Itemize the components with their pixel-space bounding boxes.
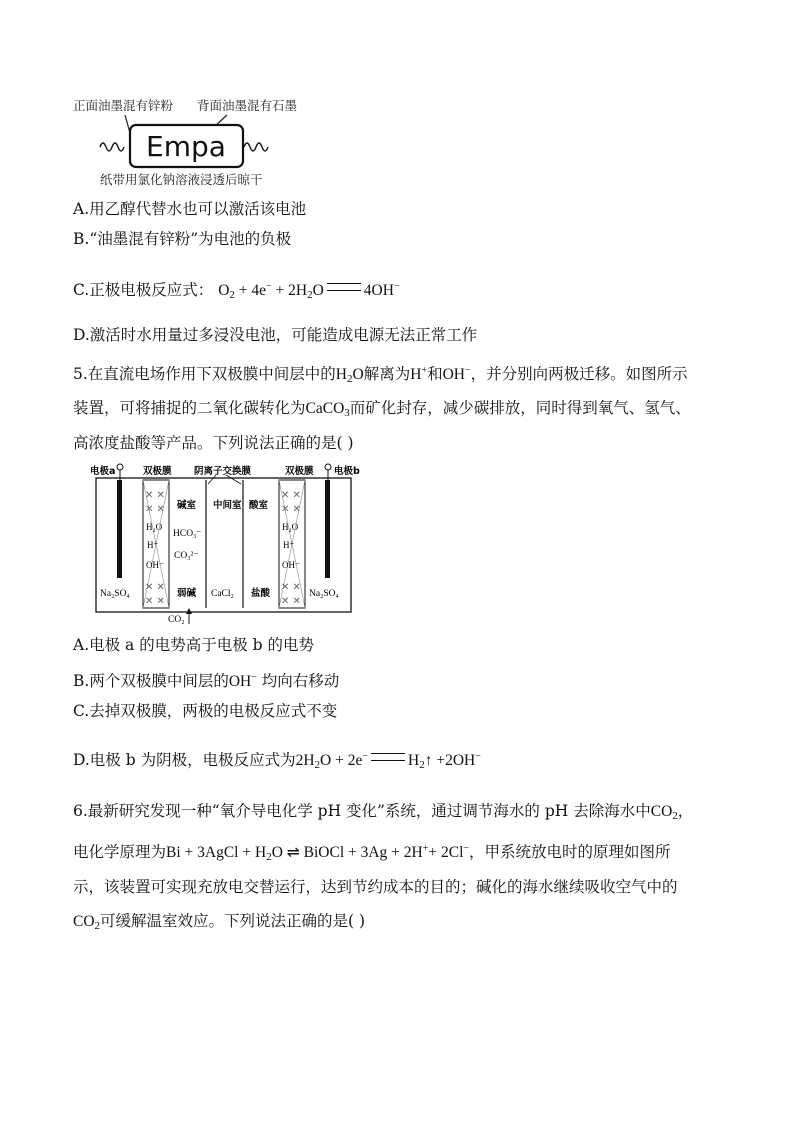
bm-left-h2o: H₂O bbox=[146, 522, 163, 532]
bm-right-h-plus: H⁺ bbox=[283, 540, 295, 550]
figure1-caption: 纸带用氯化钠溶液浸透后晾干 bbox=[100, 172, 263, 187]
q5-stem-line-2: 装置，可将捕捉的二氧化碳转化为CaCO$_3$而矿化封存，减少碳排放，同时得到氧气、氢气、 bbox=[73, 399, 691, 419]
q5-option-b: B.两个双极膜中间层的OH− 均向右移动 bbox=[73, 672, 340, 690]
hcl-label: 盐酸 bbox=[251, 588, 271, 599]
svg-text:✕ ✕: ✕ ✕ bbox=[281, 504, 301, 515]
bm-right-h2o: H₂O bbox=[282, 522, 299, 532]
co3-label: CO₃²⁻ bbox=[174, 551, 199, 561]
bm-right-oh: OH⁻ bbox=[282, 560, 300, 570]
na2so4-right-label: Na₂SO₄ bbox=[309, 589, 339, 599]
bipolar-membrane-right bbox=[279, 480, 305, 608]
q4-option-b: B.“油墨混有锌粉”为电池的负极 bbox=[73, 230, 292, 248]
q6-stem-line-1: 6.最新研究发现一种“氧介导电化学 pH 变化”系统，通过调节海水的 pH 去除海水中$CO_2$， bbox=[73, 802, 694, 822]
alkali-room-label: 碱室 bbox=[177, 500, 197, 511]
q4-option-c bbox=[73, 276, 400, 306]
svg-text:✕ ✕: ✕ ✕ bbox=[145, 582, 165, 593]
q4-c-prefix: C.正极电极反应式： bbox=[73, 281, 214, 299]
right-coil bbox=[244, 143, 268, 151]
hco3-label: HCO₃⁻ bbox=[173, 529, 202, 539]
svg-text:✕ ✕: ✕ ✕ bbox=[145, 504, 165, 515]
electrode-b-label: 电极b bbox=[334, 466, 360, 477]
q5-option-d: D.电极 b 为阴极，电极反应式为$2H_2O + 2e^-$ $H_2↑ +2OH^-$ bbox=[73, 751, 481, 771]
q6-stem-line-3: 示，该装置可实现充放电交替运行，达到节约成本的目的；碱化的海水继续吸收空气中的 bbox=[73, 878, 678, 896]
co2-inlet-label: CO₂ bbox=[168, 615, 185, 625]
anion-membrane-label: 阴离子交换膜 bbox=[194, 466, 252, 477]
na2so4-left-label: Na₂SO₄ bbox=[100, 589, 130, 599]
svg-text:✕ ✕: ✕ ✕ bbox=[281, 582, 301, 593]
q6-stem-line-2: 电化学原理为Bi + 3AgCl + $H_2O$ ⇌ BiOCl + 3Ag + 2H++ 2Cl−，甲系统放电时的原理如图所 bbox=[73, 843, 671, 863]
q4-option-d: D.激活时水用量过多浸没电池，可能造成电源无法正常工作 bbox=[73, 326, 478, 344]
svg-text:✕ ✕: ✕ ✕ bbox=[145, 596, 165, 607]
paper-battery-figure bbox=[73, 95, 298, 187]
figure1-label-right: 背面油墨混有石墨 bbox=[197, 98, 298, 113]
electrode-a-terminal bbox=[117, 464, 123, 470]
q5-option-c: C.去掉双极膜，两极的电极反应式不变 bbox=[73, 702, 338, 720]
device-label: Empa bbox=[146, 130, 226, 163]
q6-stem-line-4: $CO_2$可缓解温室效应。下列说法正确的是( ) bbox=[73, 912, 366, 932]
bm-left-oh: OH⁻ bbox=[146, 560, 164, 570]
cacl2-label: CaCl₂ bbox=[211, 589, 234, 599]
svg-text:✕ ✕: ✕ ✕ bbox=[281, 596, 301, 607]
electrode-a-label: 电极a bbox=[90, 466, 116, 477]
q5-option-a: A.电极 a 的电势高于电极 b 的电势 bbox=[73, 636, 314, 654]
bipolar-membrane-left-label: 双极膜 bbox=[143, 466, 172, 477]
q4-option-a: A.用乙醇代替水也可以激活该电池 bbox=[73, 200, 307, 218]
middle-room-label: 中间室 bbox=[213, 500, 242, 511]
electrolysis-cell-figure bbox=[88, 462, 360, 624]
svg-text:✕ ✕: ✕ ✕ bbox=[281, 490, 301, 501]
electrode-b-terminal bbox=[325, 464, 331, 470]
bipolar-membrane-left bbox=[143, 480, 169, 608]
bm-left-h-plus: H⁺ bbox=[147, 540, 159, 550]
weak-base-label: 弱碱 bbox=[177, 588, 197, 599]
acid-room-label: 酸室 bbox=[249, 500, 269, 511]
left-coil bbox=[100, 143, 124, 151]
bipolar-membrane-right-label: 双极膜 bbox=[285, 466, 314, 477]
electrode-b-rod bbox=[325, 480, 330, 578]
svg-text:✕ ✕: ✕ ✕ bbox=[145, 490, 165, 501]
q5-stem-line-1: 5.在直流电场作用下双极膜中间层中的$H_2O$解离为H+和OH−，并分别向两极迁移。如图所示 bbox=[73, 365, 688, 385]
q5-stem-line-3: 高浓度盐酸等产品。下列说法正确的是( ) bbox=[73, 434, 354, 452]
q4-c-formula: $O_2 + 4e^- + 2H_2O$ 4OH− bbox=[218, 281, 400, 301]
figure1-label-left: 正面油墨混有锌粉 bbox=[73, 98, 174, 113]
electrode-a-rod bbox=[117, 480, 122, 578]
